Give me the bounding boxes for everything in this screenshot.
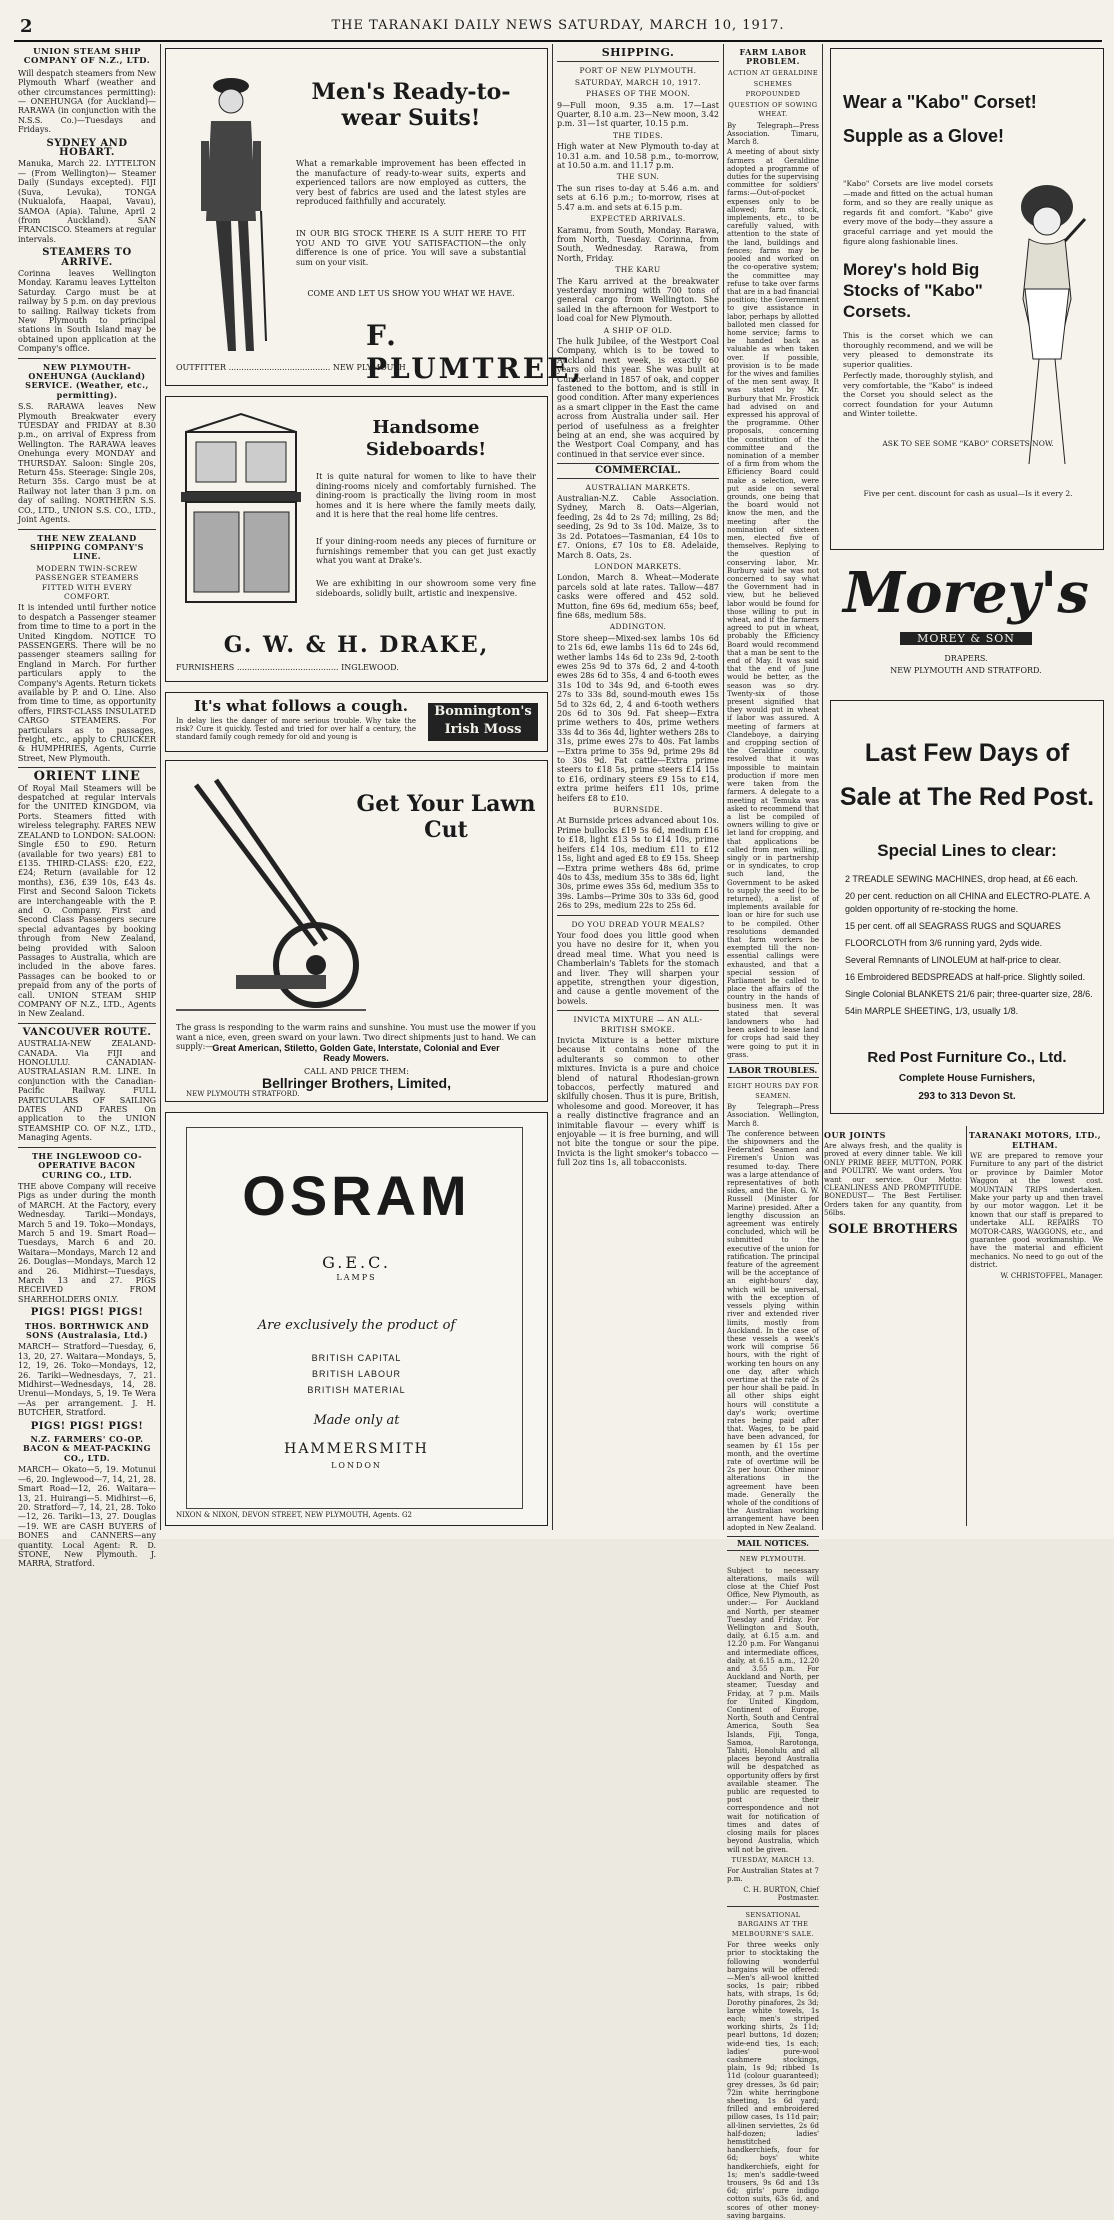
ad-headline: Men's Ready-to-wear Suits!	[311, 79, 511, 131]
paragraph: Of Royal Mail Steamers will be despatched at regular intervals for the UNITED KINGDOM, via Ports. Steamers fitted with wireless telegraphy. FARES NEW ZEALAND to LONDON: SALOON: Single £50 to £90. Return (available for two years) £81 to £135. THIRD-CLASS: £20, £22, £24; Return (available for 12 months), £36, £39 10s, £43 4s. First and Second Saloon Tickets are interchangeable with the P. and O. Company. First and Second Class Passengers secure special advantages by booking through from New Zealand, being provided with Saloon Passages to Australia, which are included in the above fares. Passages can be booked to or prepaid from any of the ports of call. UNION STEAM SHIP COMPANY OF N.Z., LTD., Agents in New Zealand.	[18, 783, 156, 1019]
column-rule	[552, 44, 553, 1530]
special-line-item: FLOORCLOTH from 3/6 running yard, 2yds wide.	[845, 938, 1043, 948]
subheading: SATURDAY, MARCH 10, 1917.	[574, 77, 702, 87]
column-shipping-commercial	[557, 44, 719, 1530]
special-line-item: 15 per cent. off all SEAGRASS RUGS and SQUARES	[845, 921, 1061, 931]
paragraph: Are always fresh, and the quality is proved at every dinner table. We kill ONLY PRIME BEEF, MUTTON, PORK and POULTRY. We want orders. You want our service. Our Motto: CLEANLINESS AND PROMPTITUDE. BONEDUST— The Best Fertiliser. Orders taken for any quantity, from 56lbs.	[824, 1142, 962, 1218]
paragraph: Your food does you little good when you have no desire for it, when you dread meal time. What you need is Chamberlain's Tablets for the stomach and liver. They will sharpen your appetite, strengthen your digestion, and cause a gentle movement of the bowels.	[557, 930, 719, 1006]
page-number: 2	[20, 16, 34, 37]
ad-footer: OUTFITTER ........................................ NEW PLYMOUTH	[176, 363, 406, 372]
ad-body: Made only at	[313, 1413, 400, 1428]
subheading: NEW PLYMOUTH.	[739, 1555, 807, 1564]
subheading: QUESTION OF SOWING WHEAT.	[728, 101, 818, 119]
special-line-item: Several Remnants of LINOLEUM at half-price to clear.	[845, 955, 1062, 965]
heading: ORIENT LINE	[33, 769, 141, 785]
heading: SHIPPING.	[601, 46, 675, 59]
ad-body: In delay lies the danger of more serious trouble. Why take the risk? Cure it quickly. Tested and tried for over half a century, the standard family cough remedy for old and young is	[176, 717, 416, 741]
masthead	[14, 14, 1102, 42]
ad-sole-brothers	[824, 1126, 962, 1526]
special-lines-list	[845, 873, 1095, 1022]
column-farm-labor	[727, 44, 819, 2220]
special-line-item: 54in MARPLE SHEETING, 1/3, usually 1/8.	[845, 1006, 1019, 1016]
subheading: TUESDAY, MARCH 13.	[731, 1855, 815, 1864]
paragraph: Manuka, March 22. LYTTELTON— (From Wellington)— Steamer Daily (Sundays excepted). FIJI (Suva, Levuka), TONGA (Nukualofa, Haapai, Vavau), SAMOA (Apia). Talune, April 2 (from Auckland). SAN FRANCISCO. Steamers at regular intervals.	[18, 159, 156, 244]
man-in-suit-illustration	[186, 61, 276, 361]
ad-body: This is the corset which we can thoroughly recommend, and we will be very pleased to demonstrate its superior qualities.	[843, 331, 993, 369]
lawn-mower-illustration	[176, 775, 366, 1015]
ad-bonnington	[165, 692, 548, 752]
subheading: A SHIP OF OLD.	[603, 325, 673, 335]
heading: STEAMERS TO ARRIVE.	[42, 247, 132, 268]
heading: COMMERCIAL.	[557, 463, 719, 478]
heading: UNION STEAM SHIP COMPANY OF N.Z., LTD.	[23, 47, 151, 67]
subheading: AUSTRALIAN MARKETS.	[585, 482, 691, 492]
ad-bellringer	[165, 760, 548, 1102]
ad-body: It is quite natural for women to like to have their dining-rooms nicely and comfortably furnished. The dining-room is practically the living room in most homes and it is here where the family meets daily, and it is here that the real home life centres.	[316, 472, 536, 520]
subheading: THE TIDES.	[612, 130, 664, 140]
ad-body: Are exclusively the product of	[257, 1318, 456, 1333]
ad-body: IN OUR BIG STOCK THERE IS A SUIT HERE TO FIT YOU AND TO GIVE YOU SATISFACTION—the only difference is one of price. You will save a substantial sum on your visit.	[296, 229, 526, 267]
heading: SYDNEY AND HOBART.	[46, 137, 128, 159]
subheading: INVICTA MIXTURE — AN ALL-BRITISH SMOKE.	[573, 1015, 703, 1034]
ad-headline: Morey's hold Big Stocks of "Kabo" Corsets.	[843, 260, 983, 321]
heading: PIGS! PIGS! PIGS!	[30, 1420, 144, 1432]
subheading: SCHEMES PROPOUNDED	[745, 80, 801, 98]
subheading: THE SUN.	[616, 172, 660, 182]
paragraph: By Telegraph—Press Association. Timaru, March 8.	[727, 121, 819, 147]
ad-headline: Wear a "Kabo" Corset! Supple as a Glove!	[843, 92, 1037, 146]
subheading: ADDINGTON.	[609, 622, 667, 632]
ad-brand: Bonnington's Irish Moss	[428, 703, 538, 741]
ad-subtitle: Complete House Furnishers,	[898, 1073, 1036, 1084]
ad-note: Five per cent. discount for cash as usual—Is it every 2.	[863, 489, 1073, 498]
ad-advertiser-name: G. W. & H. DRAKE,	[223, 632, 490, 658]
ad-place: HAMMERSMITH	[284, 1441, 429, 1457]
heading: NEW PLYMOUTH-ONEHUNGA (Auckland) SERVICE. (Weather, etc., permitting).	[25, 361, 149, 400]
subheading: LONDON MARKETS.	[594, 561, 682, 571]
sideboard-illustration	[176, 412, 306, 622]
ad-headline: Last Few Days of Sale at The Red Post.	[839, 739, 1095, 811]
paragraph: The conference between the shipowners and the Federated Seamen and Firemen's Union was resumed to-day. There was a large attendance of representatives of both sides, and the Hon. G. W. Russell (Minister for Marine) presided. After a lengthy discussion an agreement was entirely concluded, which will be submitted to the executive of the union for ratification. The principal feature of the agreement will be the acceptance of an eight-hours' day, which will be universal, with the exception of vessels plying within river and extended river limits, mostly from Auckland. In the case of these vessels a week's work will comprise 56 hours, with the right of working ten hours on any one day, after which overtime at the rate of 2s per hour shall be paid. In all other ships eight hours will constitute a day's work; overtime rates being paid after that. Wages, to be paid have been advanced, for seamen by £1 15s per month, and the overtime rate of overtime will be 2s per hour. Other minor alterations in the agreement have been made. Generally the whole of the conditions of the Australian working arrangement have been adopted in New Zealand.	[727, 1129, 819, 1532]
ad-kabo-corsets	[830, 48, 1104, 550]
paragraph: 9—Full moon, 9.35 a.m. 17—Last Quarter, 8.10 a.m. 23—New moon, 3.42 p.m. 31—1st quarter, 10.15 p.m.	[557, 100, 719, 129]
ad-models: Great American, Stiletto, Golden Gate, Interstate, Colonial and Ever Ready Mowers.	[212, 1043, 500, 1063]
paragraph: MARCH— Okato—5, 19. Motunui—6, 20. Inglewood—7, 14, 21, 28. Smart Road—12, 26. Waitara—13, 21. Huirangi—5. Midhirst—6, 20. Stratford—7, 14, 21, 28. Toko—12, 26. Tariki—13, 27. Douglas—19. WE are CASH BUYERS of BONES and CANNERS—any quantity. Local Agent: R. D. STONE, New Plymouth. J. MARRA, Stratford.	[18, 1465, 156, 1569]
paragraph: MARCH— Stratford—Tuesday, 6, 13, 20, 27. Waitara—Mondays, 5, 12, 19, 26. Toko—Mondays, 12, 26. Tariki—Wednesdays, 7, 21. Midhirst—Wednesdays, 14, 28. Urenui—Mondays, 5, 19. Te Wera—As per arrangement. J. H. BUTCHER, Stratford.	[18, 1342, 156, 1418]
osram-logo: OSRAM	[242, 1164, 471, 1227]
paragraph: For three weeks only prior to stocktaking the following wonderful bargains will be offered:—Men's all-wool knitted socks, 1s pair; ribbed hats, with straps, 1s 6d; Dorothy pinafores, 2s 3d; large white towels, 1s each; men's striped working shirts, 2s 11d; pearl buttons, 1d dozen; wide-end ties, 1s each; ladies' pure-wool cashmere stockings, plain, 1s 9d; ribbed 1s 11d (colour guaranteed); grey dresses, 3s 6d pair; 72in white herringbone sheeting, 1s 6d yard; frilled and embroidered pillow cases, 1s 11d pair; all-linen serviettes, 2s 6d half-dozen; ladies' hemstitched handkerchiefs, four for 6d; boys' white handkerchiefs, eight for 1s; men's saddle-tweed trousers, 9s 6d and 13s 6d; girls' pure indigo cotton suits, 63s 6d, and scores of other money-saving bargains.	[727, 1941, 819, 2220]
heading: TARANAKI MOTORS, LTD., ELTHAM.	[968, 1130, 1102, 1150]
special-line-item: 16 Embroidered BEDSPREADS at half-price. Slightly soiled.	[845, 972, 1086, 982]
ad-body: The grass is responding to the warm rains and sunshine. You must use the mower if you want a nice, even, green sward on your lawn. Two direct shipments just to hand. We can supply:—	[176, 1023, 536, 1052]
paragraph: Corinna leaves Wellington Monday. Karamu leaves Lyttelton Saturday. Cargo must be at railway by 5 p.m. on day previous to sailing. Railway tickets from New Plymouth to principal stations in South Island may be obtained upon application at the Company's office.	[18, 268, 156, 354]
paragraph: Store sheep—Mixed-sex lambs 10s 6d to 21s 6d, ewe lambs 11s 6d to 24s 6d, wether lambs 14s 6d to 23s 9d, 2-tooth ewes 25s 9d to 37s 6d, 2 and 4-tooth ewes 28s 6d to 35s, 4 and 6-tooth ewes 31s 10d to 34s 9d, and 6-tooth ewes 27s to 33s 8d, sound-mouth ewes 15s 5d to 32s 6d, 2, 4 and 6-tooth wethers 20s 6d to 30s 9d. Fat sheep—Extra prime wethers to 40s, prime wethers 33s 4d to 36s 4d, lighter wethers 28s to 31s, prime ewes 27s to 40s. Fat lambs—Extra prime to 35s 9d, prime 29s 8d to 30s 9d. Fat cattle—Extra prime steers to £18 5s, prime steers £14 15s to £16, ordinary steers £9 15s to £14, extra prime heifers £11 10s, prime heifers £8 to £10.	[557, 633, 720, 803]
ad-advertiser-name: F. PLUMTREE,	[366, 319, 585, 385]
paragraph: AUSTRALIA-NEW ZEALAND-CANADA. Via FIJI and HONOLULU. CANADIAN-AUSTRALASIAN R.M. LINE. In conjunction with the Canadian-Pacific Railway. FULL PARTICULARS OF SAILING DATES AND FARES On application to the UNION STEAMSHIP CO. OF N.Z., LTD., Managing Agents.	[18, 1039, 156, 1143]
column-shipping-notices	[18, 44, 156, 1569]
heading: LABOR TROUBLES.	[727, 1063, 819, 1078]
paragraph: Invicta Mixture is a better mixture because it contains none of the adulterants so common to other mixtures. Invicta is a pure and choice blend of natural Rhodesian-grown tobaccos, perfectly matured and skilfully chosen. Thus it is pure, British, wholesome and good. Moreover, it has a really distinctive fragrance and an inimitable flavour — every whiff is enjoyable — it is free burning, and will not bite the tongue or sour the pipe. Invicta is the light smoker's tobacco — full 2oz tins 1s, all tobacconists.	[557, 1036, 719, 1168]
ad-advertiser-name: Red Post Furniture Co., Ltd.	[867, 1049, 1067, 1066]
ad-subtitle: NEW PLYMOUTH AND STRATFORD.	[890, 666, 1042, 675]
special-line-item: Single Colonial BLANKETS 21/6 pair; three-quarter size, 28/6.	[845, 989, 1093, 999]
subheading: SENSATIONAL BARGAINS AT THE MELBOURNE'S SALE.	[731, 1910, 815, 1938]
paragraph: Australian-N.Z. Cable Association. Sydney, March 8. Oats—Algerian, feeding, 2s 4d to 2s 7d; milling, 2s 8d; seeding, 2s 9d to 3s 10d. Maize, 3s to 3s 2d. Potatoes—Tasmanian, £4 10s to £7. Onions, £7 10s to £8. Adelaide, March 8. Oats, 2s.	[557, 494, 719, 560]
special-line-item: 2 TREADLE SEWING MACHINES, drop head, at £6 each.	[845, 874, 1078, 884]
ad-line: BRITISH MATERIAL	[307, 1385, 406, 1395]
ad-cta: CALL AND PRICE THEM:	[304, 1067, 409, 1076]
subheading: EIGHT HOURS DAY FOR SEAMEN.	[727, 1082, 819, 1100]
morey-logo: Morey's	[843, 560, 1089, 626]
heading: N.Z. FARMERS' CO-OP. BACON & MEAT-PACKING CO., LTD.	[23, 1434, 151, 1463]
ad-drake	[165, 396, 548, 682]
ad-advertiser-name: Bellringer Brothers, Limited,	[261, 1075, 452, 1091]
ad-place: LONDON	[331, 1461, 382, 1470]
ad-cta: ASK TO SEE SOME "KABO" CORSETS NOW.	[882, 439, 1054, 448]
ad-footer: NIXON & NIXON, DEVON STREET, NEW PLYMOUTH, Agents. G2	[176, 1511, 413, 1519]
corset-woman-illustration	[999, 179, 1094, 469]
subheading: BURNSIDE.	[613, 805, 663, 815]
heading: VANCOUVER ROUTE.	[22, 1026, 152, 1038]
ad-address: 293 to 313 Devon St.	[918, 1091, 1016, 1102]
ad-subheading: Special Lines to clear:	[877, 841, 1057, 860]
ad-footer: FURNISHERS ........................................ INGLEWOOD.	[176, 663, 399, 672]
heading: THE NEW ZEALAND SHIPPING COMPANY'S LINE.	[30, 532, 144, 562]
paragraph: S.S. RARAWA leaves New Plymouth Breakwater every TUESDAY and FRIDAY at 8.30 p.m., on arrival of Express from Wellington. The RARAWA leaves Onehunga every MONDAY and THURSDAY. Saloon: Single 20s, Return 45s. Steerage: Single 20s, Return 35s. Cargo must be at Railway not later than 3 p.m. on day of sailing. NORTHERN S.S. CO., LTD., UNION S.S. CO., LTD., Joint Agents.	[18, 402, 156, 525]
ad-morey-logo	[830, 560, 1102, 690]
paragraph: WE are prepared to remove your Furniture to any part of the district or province by Daimler Motor Waggon at the lowest cost. MOUNTAIN TRIPS undertaken. Make your party up and then travel by our motor waggon. Let it be known that our staff is prepared to undertake ALL REPAIRS TO MOTOR-CARS, WAGGONS, etc., and guarantee good workmanship. We have the material and efficient mechanics. No need to go out of the district.	[970, 1152, 1103, 1270]
ad-subtitle: G.E.C.	[322, 1253, 391, 1272]
ad-line: BRITISH LABOUR	[311, 1369, 401, 1379]
paragraph: The sun rises to-day at 5.46 a.m. and sets at 6.16 p.m.; to-morrow, rises at 5.47 a.m. and sets at 6.15 p.m.	[557, 183, 719, 212]
ad-headline: Handsome Sideboards!	[365, 417, 487, 460]
ad-subtitle: DRAPERS.	[944, 654, 988, 663]
paragraph: THE above Company will receive Pigs as under during the month of MARCH. At the Factory, every Wednesday. Tariki—Mondays, March 5 and 19. Toko—Mondays, March 5 and 19. Smart Road—Tuesdays, March 6 and 20. Waitara—Mondays, March 12 and 26. Douglas—Mondays, March 12 and 26. Midhirst—Tuesdays, March 13 and 27. PIGS RECEIVED FROM SHAREHOLDERS ONLY.	[18, 1181, 156, 1304]
heading: PIGS! PIGS! PIGS!	[30, 1307, 144, 1319]
paragraph: At Burnside prices advanced about 10s. Prime bullocks £19 5s 6d, medium £16 to £18, light £13 5s to £14 10s, prime heifers £14 10s, medium £11 to £12 15s, light and aged £8 to £9 15s. Sheep—Extra prime wethers 48s 6d, prime 40s to 43s, medium 35s to 38s 6d, light 30s, prime ewes 35s 6d, medium 35s to 39s. Lambs—Prime 30s to 33s 6d, good 26s to 29s, medium 22s to 25s 6d.	[557, 816, 719, 911]
paragraph: Karamu, from South, Monday. Rarawa, from North, Tuesday. Corinna, from South, Wednesday. Rarawa, from North, Friday.	[557, 225, 719, 263]
ad-cta: COME AND LET US SHOW YOU WHAT WE HAVE.	[307, 289, 515, 298]
subheading: PHASES OF THE MOON.	[585, 89, 691, 99]
ad-red-post	[830, 700, 1104, 1114]
paragraph: By Telegraph—Press Association. Wellington, March 8.	[727, 1103, 819, 1128]
paragraph: For Australian States at 7 p.m.	[727, 1867, 819, 1884]
paragraph: C. H. BURTON, Chief Postmaster.	[743, 1885, 819, 1902]
paragraph: A meeting of about sixty farmers at Geraldine adopted a programme of duties for the supervising committee for soldiers' farms:—Out-of-pocket expenses only to be allowed; farm stock, implements, etc., to be carefully valued, with attention to the state of the land, buildings and fences; farms may be pooled and worked on the co-operative system; the committee may refuse to take over farms that are in a bad financial position; the Government to give assistance in labor, perhaps by allotted balloted men classed for home service; farms to be handed back as valuable as when taken over. If possible, provision is to be made for the wives and families of the men sent away. It was stated by Mr. Burbury that Mr. Frostick had advised on and expressed his approval of the programme. Other proposals, concerning the constitution of the committee and the nomination of a member of a firm from whom the Efficiency Board could make a selection, were put aside on several grounds, one being that the board would not know the men, and the meeting after the nomination of sixteen men, elected five of themselves. Replying to the question of conserving labor, Mr. Burbury said he was not concerned to say what the Government had in view, but he believed labor would be found for those willing to put in wheat, and if the farmers agreed to put in wheat, probably the Efficiency Board would recommend that a man be sent to the end of May. It was said that the end of June would be better, as the season was so dry. Twenty-six of those present signified that they would put in wheat if labor was assured. A meeting of farmers at Clandeboye, a dairying and cropping section of the Geraldine county, resolved that it was impossible to maintain production if more men were taken from the farmers. A delegate to a meeting at Temuka was asked to recommend that a list be compiled of owners willing to give or let land for cropping, and that applications be called from men willing, singly or in partnership or in syndicates, to crop such land, the Government to be asked to supply the seed (to be returned), a list of implements available for loan or hire for such use to be compiled. Other resolutions demanded that farm workers be exempted till the non-essential callings were exhausted, and that a special session of Parliament be called to place the affairs of the country in the hands of business men. It was stated that several landowners who had been asked to lease land for crops had said they were going to put it in grass.	[727, 148, 819, 1059]
ad-body: What a remarkable improvement has been effected in the manufacture of ready-to-wear suits, experts and experienced tailors are now employed as cutters, the very best of fabrics are used and the latest styles are reproduced faithfully and accurately.	[296, 159, 526, 207]
paragraph: W. CHRISTOFFEL, Manager.	[1000, 1271, 1103, 1280]
ad-body: "Kabo" Corsets are live model corsets —made and fitted on the actual human form, and so they are really unique as regards fit and comfort. "Kabo" give every move of the body—they assure a graceful carriage and yet mould the figure along fashionable lines.	[843, 179, 993, 246]
column-rule	[160, 44, 161, 1530]
paragraph: Will despatch steamers from New Plymouth Wharf (weather and other circumstances permitting):— ONEHUNGA (for Auckland)— RARAWA (in conjunction with the N.S.S. Co.)—Tuesdays and Fridays.	[18, 68, 156, 135]
ad-body: We are exhibiting in our showroom some very fine sideboards, solidly built, artistic and inexpensive.	[316, 579, 536, 598]
heading: THOS. BORTHWICK AND SONS (Australasia, Ltd.)	[24, 1320, 150, 1340]
heading: MAIL NOTICES.	[727, 1536, 819, 1551]
ad-line: BRITISH CAPITAL	[311, 1353, 402, 1363]
ad-headline: It's what follows a cough.	[194, 697, 408, 715]
masthead-title: THE TARANAKI DAILY NEWS SATURDAY, MARCH 10, 1917.	[331, 18, 785, 33]
ad-footer: NEW PLYMOUTH STRATFORD.	[186, 1090, 300, 1098]
subheading: THE KARU	[615, 265, 661, 275]
special-line-item: 20 per cent. reduction on all CHINA and ELECTRO-PLATE. A golden opportunity of re-stocking the home.	[845, 891, 1090, 914]
paragraph: The hulk Jubilee, of the Westport Coal Company, which is to be towed to Auckland next week, is exactly 60 years old this year. She was built at Cumberland in 1857 of oak, and copper fastened to the bottom, and is still in good condition. After many experiences as a smart clipper in the East the came across from Australia under sail. Her period of usefulness as a freighter being at an end, she was acquired by the Westport Coal Company, and has continued in that service ever since.	[557, 336, 719, 459]
subheading: EXPECTED ARRIVALS.	[590, 214, 686, 224]
paragraph: High water at New Plymouth to-day at 10.31 a.m. and 10.58 p.m., to-morrow, at 10.50 a.m. and 11.17 p.m.	[557, 142, 719, 171]
heading: THE INGLEWOOD CO-OPERATIVE BACON CURING CO., LTD.	[31, 1150, 143, 1180]
paragraph: It is intended until further notice to despatch a Passenger steamer from time to time to a port in the United Kingdom. NOTICE TO PASSENGERS. There will be no passenger steamers sailing for England in March. For further particulars apply to the Company's Agents. Return tickets available by P. and O. Line. Also from time to time, as opportunity offers, FIRST-CLASS INSULATED CARGO STEAMERS. For particulars as to passages, freight, etc., apply to CRUICKER & HUMPHRIES, Agents, Currie Street, New Plymouth.	[18, 603, 156, 763]
subheading: DO YOU DREAD YOUR MEALS?	[571, 919, 705, 929]
ad-osram	[165, 1112, 548, 1526]
ad-advertiser-name: SOLE BROTHERS	[828, 1221, 958, 1237]
paragraph: Subject to necessary alterations, mails will close at the Chief Post Office, New Plymouth, as under:— For Auckland and North, per steamer Tuesday and Friday. For Wellington and South, daily, at 6.15 a.m. and 12.20 p.m. For Wanganui and intermediate offices, daily, at 6.15 a.m., 12.20 and 3.55 p.m. For Auckland and North, per steamer, Tuesday and Friday, at 7 p.m. Mails for United Kingdom, Continent of Europe, North, South and Central America, South Sea Islands, Fiji, Tonga, Samoa, Rarotonga, Tahiti, Honolulu and all places beyond Australia will be despatched as opportunity offers by first available steamer. The public are requested to post their correspondence and not wait for notification of times and dates of closing mails for places beyond Australia, which will not be given.	[727, 1566, 819, 1854]
ad-body: If your dining-room needs any pieces of furniture or furnishings remember that you can get just exactly what you want at Drake's.	[316, 537, 536, 566]
heading: FARM LABOR PROBLEM.	[739, 47, 807, 67]
morey-banner: MOREY & SON	[900, 632, 1032, 645]
heading: OUR JOINTS	[824, 1130, 886, 1140]
subheading: MODERN TWIN-SCREW PASSENGER STEAMERS FITTED WITH EVERY COMFORT.	[35, 563, 139, 601]
column-rule	[723, 44, 724, 1530]
ad-body: Perfectly made, thoroughly stylish, and very comfortable, the "Kabo" is indeed the Corset you should select as the correct foundation for your Autumn and Winter toilette.	[843, 371, 993, 419]
column-rule	[822, 44, 823, 1530]
paragraph: The Karu arrived at the breakwater yesterday morning with 700 tons of general cargo from Wellington. She sailed in the afternoon for Westport to load coal for New Plymouth.	[557, 276, 719, 324]
subheading: ACTION AT GERALDINE	[727, 68, 819, 77]
ad-plumtree	[165, 48, 585, 386]
ad-taranaki-motors	[966, 1126, 1103, 1526]
paragraph: London, March 8. Wheat—Moderate parcels sold at late rates. Tallow—487 casks were offered and 452 sold. Mutton, fine 69s 6d, medium 65s; beef, fine 68s, medium 58s.	[557, 573, 719, 620]
subheading: PORT OF NEW PLYMOUTH.	[579, 66, 697, 76]
ad-headline: Get Your Lawn Cut	[356, 791, 536, 843]
ad-subtitle: LAMPS	[336, 1273, 377, 1282]
